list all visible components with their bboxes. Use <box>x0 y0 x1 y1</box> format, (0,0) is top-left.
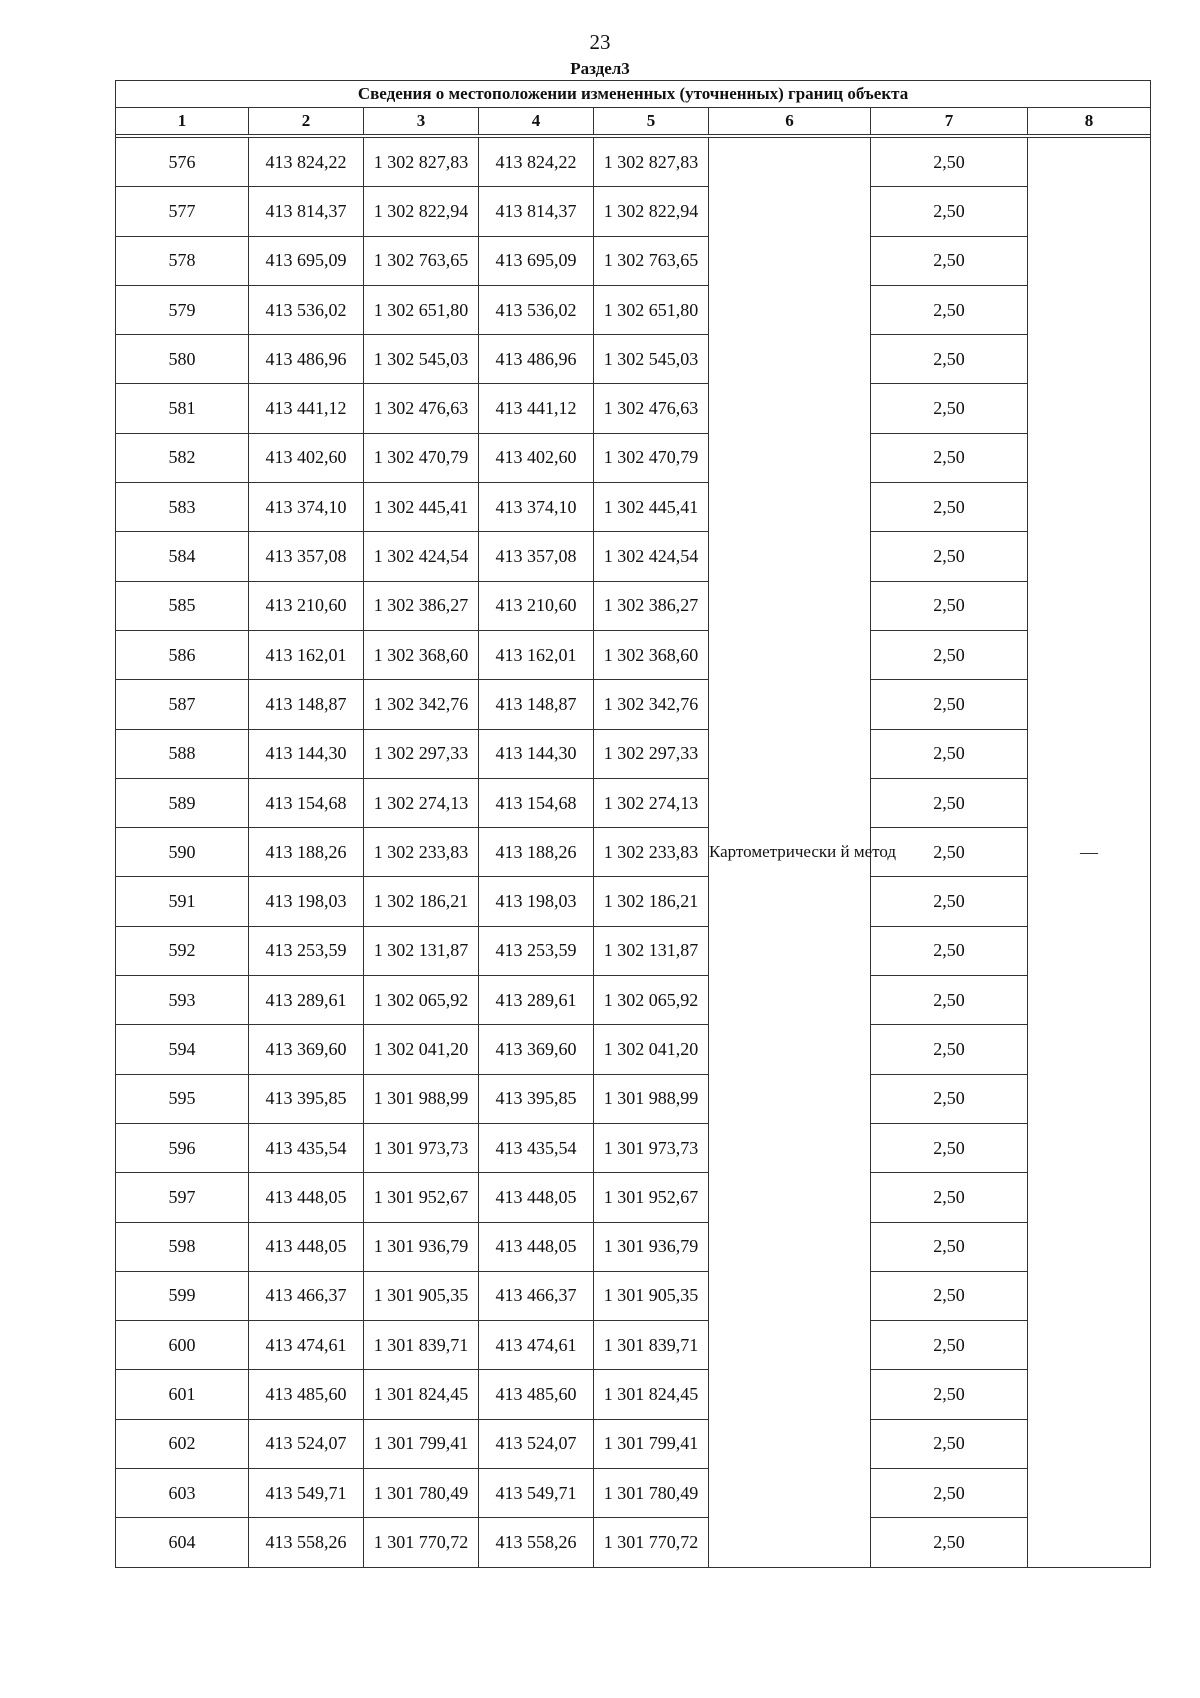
y-new-cell: 1 301 936,79 <box>594 1222 709 1271</box>
y-old-cell: 1 302 545,03 <box>364 335 479 384</box>
x-old-cell: 413 448,05 <box>249 1222 364 1271</box>
table-row <box>116 384 1151 433</box>
x-old-cell: 413 154,68 <box>249 778 364 827</box>
x-new-cell: 413 814,37 <box>479 187 594 236</box>
x-old-cell: 413 814,37 <box>249 187 364 236</box>
y-new-cell: 1 301 780,49 <box>594 1469 709 1518</box>
y-old-cell: 1 301 905,35 <box>364 1271 479 1320</box>
y-old-cell: 1 302 274,13 <box>364 778 479 827</box>
table-row <box>116 1419 1151 1468</box>
x-old-cell: 413 549,71 <box>249 1469 364 1518</box>
point-number-cell: 582 <box>116 433 249 482</box>
x-old-cell: 413 188,26 <box>249 828 364 877</box>
y-old-cell: 1 301 780,49 <box>364 1469 479 1518</box>
point-number-cell: 591 <box>116 877 249 926</box>
table-row <box>116 285 1151 334</box>
column-number-5: 5 <box>594 108 709 135</box>
y-new-cell: 1 302 424,54 <box>594 532 709 581</box>
y-new-cell: 1 302 297,33 <box>594 729 709 778</box>
boundary-coordinates-table <box>115 80 1151 1568</box>
y-old-cell: 1 302 827,83 <box>364 138 479 187</box>
point-number-cell: 590 <box>116 828 249 877</box>
x-new-cell: 413 524,07 <box>479 1419 594 1468</box>
x-old-cell: 413 210,60 <box>249 581 364 630</box>
x-new-cell: 413 435,54 <box>479 1123 594 1172</box>
y-new-cell: 1 301 988,99 <box>594 1074 709 1123</box>
x-old-cell: 413 357,08 <box>249 532 364 581</box>
table-row <box>116 828 1151 877</box>
table-body <box>116 135 1151 1568</box>
accuracy-cell: 2,50 <box>871 729 1028 778</box>
point-number-cell: 584 <box>116 532 249 581</box>
accuracy-cell: 2,50 <box>871 1321 1028 1370</box>
accuracy-cell: 2,50 <box>871 581 1028 630</box>
y-new-cell: 1 302 545,03 <box>594 335 709 384</box>
x-new-cell: 413 486,96 <box>479 335 594 384</box>
table-row <box>116 335 1151 384</box>
column-number-2: 2 <box>249 108 364 135</box>
y-old-cell: 1 301 936,79 <box>364 1222 479 1271</box>
accuracy-cell: 2,50 <box>871 1419 1028 1468</box>
point-number-cell: 589 <box>116 778 249 827</box>
x-new-cell: 413 474,61 <box>479 1321 594 1370</box>
table-row <box>116 1271 1151 1320</box>
accuracy-cell: 2,50 <box>871 433 1028 482</box>
x-new-cell: 413 549,71 <box>479 1469 594 1518</box>
x-old-cell: 413 148,87 <box>249 680 364 729</box>
table-row <box>116 926 1151 975</box>
x-new-cell: 413 210,60 <box>479 581 594 630</box>
x-old-cell: 413 486,96 <box>249 335 364 384</box>
accuracy-cell: 2,50 <box>871 1370 1028 1419</box>
y-new-cell: 1 302 763,65 <box>594 236 709 285</box>
y-old-cell: 1 301 952,67 <box>364 1173 479 1222</box>
y-new-cell: 1 302 186,21 <box>594 877 709 926</box>
point-number-cell: 581 <box>116 384 249 433</box>
y-new-cell: 1 302 233,83 <box>594 828 709 877</box>
x-new-cell: 413 198,03 <box>479 877 594 926</box>
x-old-cell: 413 253,59 <box>249 926 364 975</box>
y-old-cell: 1 302 386,27 <box>364 581 479 630</box>
column-number-8: 8 <box>1028 108 1151 135</box>
y-new-cell: 1 302 368,60 <box>594 630 709 679</box>
accuracy-cell: 2,50 <box>871 1222 1028 1271</box>
x-old-cell: 413 395,85 <box>249 1074 364 1123</box>
x-old-cell: 413 695,09 <box>249 236 364 285</box>
accuracy-cell: 2,50 <box>871 384 1028 433</box>
point-number-cell: 588 <box>116 729 249 778</box>
y-old-cell: 1 302 131,87 <box>364 926 479 975</box>
y-new-cell: 1 301 824,45 <box>594 1370 709 1419</box>
accuracy-cell: 2,50 <box>871 335 1028 384</box>
point-number-cell: 576 <box>116 138 249 187</box>
x-new-cell: 413 402,60 <box>479 433 594 482</box>
accuracy-cell: 2,50 <box>871 778 1028 827</box>
table-row <box>116 581 1151 630</box>
x-old-cell: 413 198,03 <box>249 877 364 926</box>
y-old-cell: 1 301 824,45 <box>364 1370 479 1419</box>
x-new-cell: 413 441,12 <box>479 384 594 433</box>
table-row <box>116 483 1151 532</box>
point-number-cell: 596 <box>116 1123 249 1172</box>
accuracy-cell: 2,50 <box>871 976 1028 1025</box>
accuracy-cell: 2,50 <box>871 680 1028 729</box>
y-old-cell: 1 302 470,79 <box>364 433 479 482</box>
x-old-cell: 413 536,02 <box>249 285 364 334</box>
accuracy-cell: 2,50 <box>871 236 1028 285</box>
point-number-cell: 601 <box>116 1370 249 1419</box>
accuracy-cell: 2,50 <box>871 138 1028 187</box>
x-old-cell: 413 435,54 <box>249 1123 364 1172</box>
accuracy-cell: 2,50 <box>871 630 1028 679</box>
x-new-cell: 413 289,61 <box>479 976 594 1025</box>
y-new-cell: 1 302 445,41 <box>594 483 709 532</box>
point-number-cell: 603 <box>116 1469 249 1518</box>
x-new-cell: 413 148,87 <box>479 680 594 729</box>
x-new-cell: 413 558,26 <box>479 1518 594 1567</box>
x-new-cell: 413 154,68 <box>479 778 594 827</box>
x-old-cell: 413 402,60 <box>249 433 364 482</box>
x-old-cell: 413 162,01 <box>249 630 364 679</box>
y-old-cell: 1 302 297,33 <box>364 729 479 778</box>
y-old-cell: 1 302 424,54 <box>364 532 479 581</box>
x-old-cell: 413 369,60 <box>249 1025 364 1074</box>
point-number-cell: 583 <box>116 483 249 532</box>
table-row <box>116 976 1151 1025</box>
table-row <box>116 778 1151 827</box>
table-row <box>116 1370 1151 1419</box>
x-old-cell: 413 485,60 <box>249 1370 364 1419</box>
accuracy-cell: 2,50 <box>871 285 1028 334</box>
x-old-cell: 413 824,22 <box>249 138 364 187</box>
accuracy-cell: 2,50 <box>871 1025 1028 1074</box>
x-old-cell: 413 448,05 <box>249 1173 364 1222</box>
column-number-6: 6 <box>709 108 871 135</box>
x-old-cell: 413 144,30 <box>249 729 364 778</box>
y-old-cell: 1 302 041,20 <box>364 1025 479 1074</box>
y-old-cell: 1 301 799,41 <box>364 1419 479 1468</box>
x-old-cell: 413 558,26 <box>249 1518 364 1567</box>
x-old-cell: 413 474,61 <box>249 1321 364 1370</box>
table-row <box>116 1222 1151 1271</box>
point-number-cell: 598 <box>116 1222 249 1271</box>
x-new-cell: 413 188,26 <box>479 828 594 877</box>
x-new-cell: 413 824,22 <box>479 138 594 187</box>
y-old-cell: 1 301 770,72 <box>364 1518 479 1567</box>
table-row <box>116 877 1151 926</box>
y-new-cell: 1 302 822,94 <box>594 187 709 236</box>
accuracy-cell: 2,50 <box>871 1074 1028 1123</box>
table-row <box>116 532 1151 581</box>
accuracy-cell: 2,50 <box>871 187 1028 236</box>
point-number-cell: 585 <box>116 581 249 630</box>
column-number-7: 7 <box>871 108 1028 135</box>
accuracy-cell: 2,50 <box>871 1271 1028 1320</box>
x-new-cell: 413 162,01 <box>479 630 594 679</box>
accuracy-cell: 2,50 <box>871 1518 1028 1567</box>
x-new-cell: 413 536,02 <box>479 285 594 334</box>
table-row <box>116 1123 1151 1172</box>
table-caption: Сведения о местоположении измененных (уточненных) границ объекта <box>116 81 1151 108</box>
point-number-cell: 595 <box>116 1074 249 1123</box>
table-row <box>116 1074 1151 1123</box>
y-new-cell: 1 302 342,76 <box>594 680 709 729</box>
x-new-cell: 413 485,60 <box>479 1370 594 1419</box>
y-new-cell: 1 301 973,73 <box>594 1123 709 1172</box>
point-number-cell: 579 <box>116 285 249 334</box>
point-number-cell: 586 <box>116 630 249 679</box>
y-new-cell: 1 301 839,71 <box>594 1321 709 1370</box>
table-row <box>116 680 1151 729</box>
column-number-row <box>116 108 1151 135</box>
accuracy-cell: 2,50 <box>871 532 1028 581</box>
column-number-1: 1 <box>116 108 249 135</box>
point-number-cell: 577 <box>116 187 249 236</box>
column-number-3: 3 <box>364 108 479 135</box>
point-number-cell: 587 <box>116 680 249 729</box>
description-cell: — <box>1028 138 1151 1568</box>
x-new-cell: 413 395,85 <box>479 1074 594 1123</box>
y-old-cell: 1 301 988,99 <box>364 1074 479 1123</box>
y-old-cell: 1 302 476,63 <box>364 384 479 433</box>
y-new-cell: 1 301 952,67 <box>594 1173 709 1222</box>
accuracy-cell: 2,50 <box>871 926 1028 975</box>
y-old-cell: 1 302 445,41 <box>364 483 479 532</box>
y-new-cell: 1 302 131,87 <box>594 926 709 975</box>
y-new-cell: 1 302 274,13 <box>594 778 709 827</box>
y-new-cell: 1 302 470,79 <box>594 433 709 482</box>
y-new-cell: 1 301 799,41 <box>594 1419 709 1468</box>
x-new-cell: 413 448,05 <box>479 1173 594 1222</box>
x-old-cell: 413 466,37 <box>249 1271 364 1320</box>
point-number-cell: 592 <box>116 926 249 975</box>
y-new-cell: 1 301 905,35 <box>594 1271 709 1320</box>
y-old-cell: 1 302 065,92 <box>364 976 479 1025</box>
y-new-cell: 1 301 770,72 <box>594 1518 709 1567</box>
point-number-cell: 594 <box>116 1025 249 1074</box>
y-old-cell: 1 302 651,80 <box>364 285 479 334</box>
point-number-cell: 599 <box>116 1271 249 1320</box>
accuracy-cell: 2,50 <box>871 483 1028 532</box>
x-old-cell: 413 289,61 <box>249 976 364 1025</box>
x-new-cell: 413 466,37 <box>479 1271 594 1320</box>
x-new-cell: 413 253,59 <box>479 926 594 975</box>
table-row <box>116 138 1151 187</box>
y-new-cell: 1 302 476,63 <box>594 384 709 433</box>
y-new-cell: 1 302 386,27 <box>594 581 709 630</box>
table-row <box>116 1518 1151 1567</box>
point-number-cell: 604 <box>116 1518 249 1567</box>
y-new-cell: 1 302 041,20 <box>594 1025 709 1074</box>
y-new-cell: 1 302 827,83 <box>594 138 709 187</box>
accuracy-cell: 2,50 <box>871 1469 1028 1518</box>
y-old-cell: 1 302 186,21 <box>364 877 479 926</box>
y-old-cell: 1 302 233,83 <box>364 828 479 877</box>
section-title: Раздел3 <box>570 59 630 78</box>
x-old-cell: 413 524,07 <box>249 1419 364 1468</box>
x-new-cell: 413 144,30 <box>479 729 594 778</box>
y-old-cell: 1 301 839,71 <box>364 1321 479 1370</box>
page-number: 23 <box>589 30 611 54</box>
table-row <box>116 236 1151 285</box>
accuracy-cell: 2,50 <box>871 1173 1028 1222</box>
point-number-cell: 593 <box>116 976 249 1025</box>
x-new-cell: 413 357,08 <box>479 532 594 581</box>
table-row <box>116 187 1151 236</box>
y-old-cell: 1 302 342,76 <box>364 680 479 729</box>
y-old-cell: 1 302 368,60 <box>364 630 479 679</box>
table-row <box>116 630 1151 679</box>
y-old-cell: 1 302 763,65 <box>364 236 479 285</box>
accuracy-cell: 2,50 <box>871 877 1028 926</box>
x-new-cell: 413 374,10 <box>479 483 594 532</box>
accuracy-cell: 2,50 <box>871 828 1028 877</box>
y-new-cell: 1 302 065,92 <box>594 976 709 1025</box>
column-number-4: 4 <box>479 108 594 135</box>
table-row <box>116 433 1151 482</box>
y-new-cell: 1 302 651,80 <box>594 285 709 334</box>
point-number-cell: 578 <box>116 236 249 285</box>
point-number-cell: 580 <box>116 335 249 384</box>
point-number-cell: 597 <box>116 1173 249 1222</box>
table-row <box>116 1321 1151 1370</box>
point-number-cell: 602 <box>116 1419 249 1468</box>
x-old-cell: 413 441,12 <box>249 384 364 433</box>
table-row <box>116 1469 1151 1518</box>
x-old-cell: 413 374,10 <box>249 483 364 532</box>
x-new-cell: 413 369,60 <box>479 1025 594 1074</box>
accuracy-cell: 2,50 <box>871 1123 1028 1172</box>
method-cell: Картометрически й метод <box>709 138 871 1568</box>
x-new-cell: 413 448,05 <box>479 1222 594 1271</box>
x-new-cell: 413 695,09 <box>479 236 594 285</box>
table-row <box>116 729 1151 778</box>
y-old-cell: 1 301 973,73 <box>364 1123 479 1172</box>
y-old-cell: 1 302 822,94 <box>364 187 479 236</box>
table-row <box>116 1025 1151 1074</box>
point-number-cell: 600 <box>116 1321 249 1370</box>
table-row <box>116 1173 1151 1222</box>
